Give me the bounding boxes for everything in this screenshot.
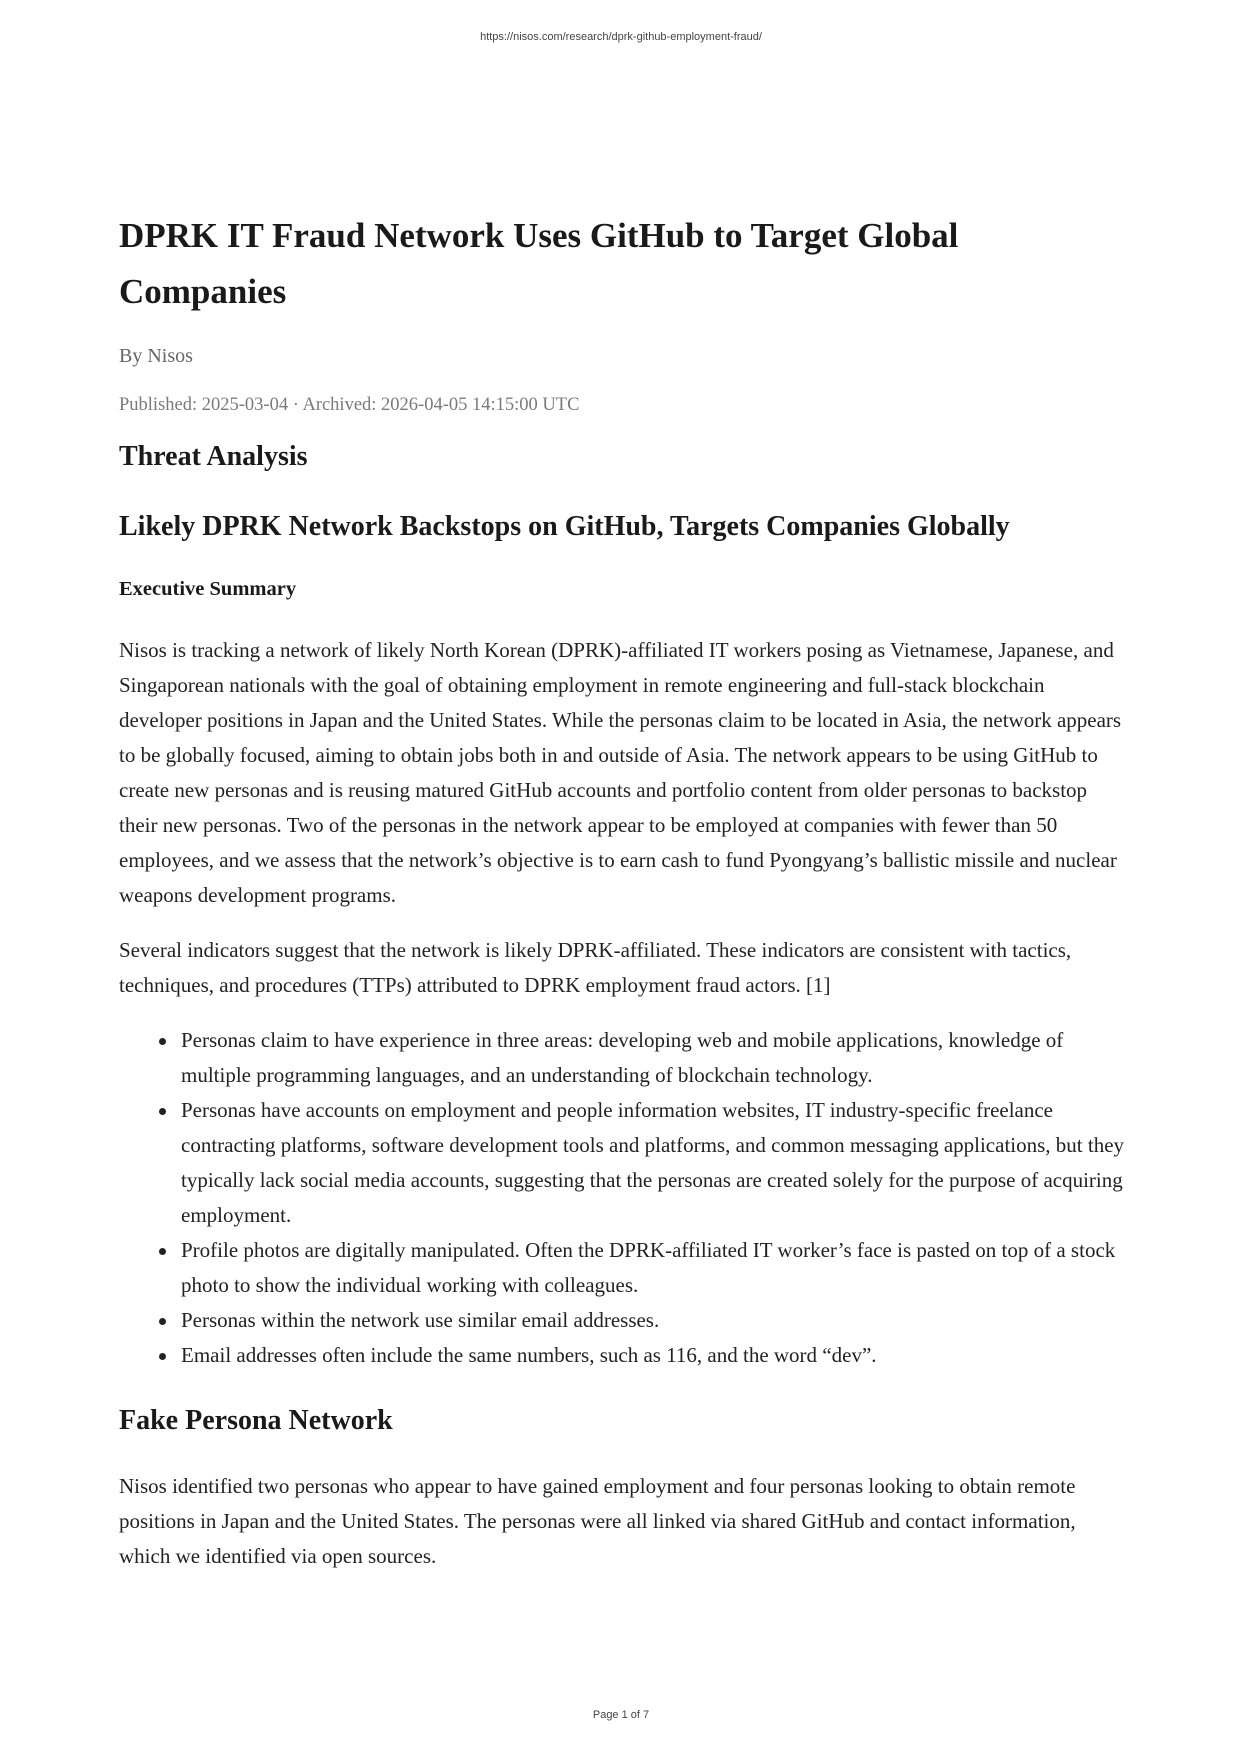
summary-paragraph-2: Several indicators suggest that the network is likely DPRK-affiliated. These indicators are consistent with tactics, techniques, and procedures (TTPs) attributed to DPRK employment fraud actors. [1] (119, 938, 1072, 997)
page-number: Page 1 of 7 (592, 1709, 650, 1721)
list-item: Personas within the network use similar email addresses. (181, 1303, 1129, 1338)
article (119, 208, 1129, 1574)
page-url: https://nisos.com/research/dprk-github-employment-fraud/ (480, 31, 762, 43)
list-item: Profile photos are digitally manipulated. Often the DPRK-affiliated IT worker’s face is pasted on top of a stock photo to show the individual working with colleagues. (181, 1233, 1129, 1303)
summary-paragraph-1: Nisos is tracking a network of likely North Korean (DPRK)-affiliated IT workers posing as Vietnamese, Japanese, and Singaporean nationals with the goal of obtaining employment in remote engineering and full-stack blockchain developer positions in Japan and the United States. While the personas claim to be located in Asia, the network appears to be globally focused, aiming to obtain jobs both in and outside of Asia. The network appears to be using GitHub to create new personas and is reusing matured GitHub accounts and portfolio content from older personas to backstop their new personas. Two of the personas in the network appear to be employed at companies with fewer than 50 employees, and we assess that the network’s objective is to earn cash to fund Pyongyang’s ballistic missile and nuclear weapons development programs. (119, 638, 1122, 907)
network-paragraph: Nisos identified two personas who appear to have gained employment and four personas looking to obtain remote positions in Japan and the United States. The personas were all linked via shared GitHub and contact information, which we identified via open sources. (119, 1474, 1076, 1568)
subheading-dprk-network: Likely DPRK Network Backstops on GitHub, Targets Companies Globally (119, 511, 1010, 542)
article-title: DPRK IT Fraud Network Uses GitHub to Target Global Companies (119, 216, 959, 311)
indicator-list (119, 1023, 1129, 1373)
publish-meta: Published: 2025-03-04 · Archived: 2026-04-05 14:15:00 UTC (119, 395, 580, 415)
list-item: Email addresses often include the same numbers, such as 116, and the word “dev”. (181, 1338, 1129, 1373)
byline: By Nisos (119, 345, 193, 367)
heading-fake-persona-network: Fake Persona Network (119, 1405, 393, 1436)
list-item: Personas claim to have experience in three areas: developing web and mobile applications, knowledge of multiple programming languages, and an understanding of blockchain technology. (181, 1023, 1129, 1093)
list-item: Personas have accounts on employment and people information websites, IT industry-specific freelance contracting platforms, software development tools and platforms, and common messaging applications, but they typically lack social media accounts, suggesting that the personas are created solely for the purpose of acquiring employment. (181, 1093, 1129, 1233)
heading-executive-summary: Executive Summary (119, 578, 297, 600)
section-heading-threat-analysis: Threat Analysis (119, 441, 308, 472)
